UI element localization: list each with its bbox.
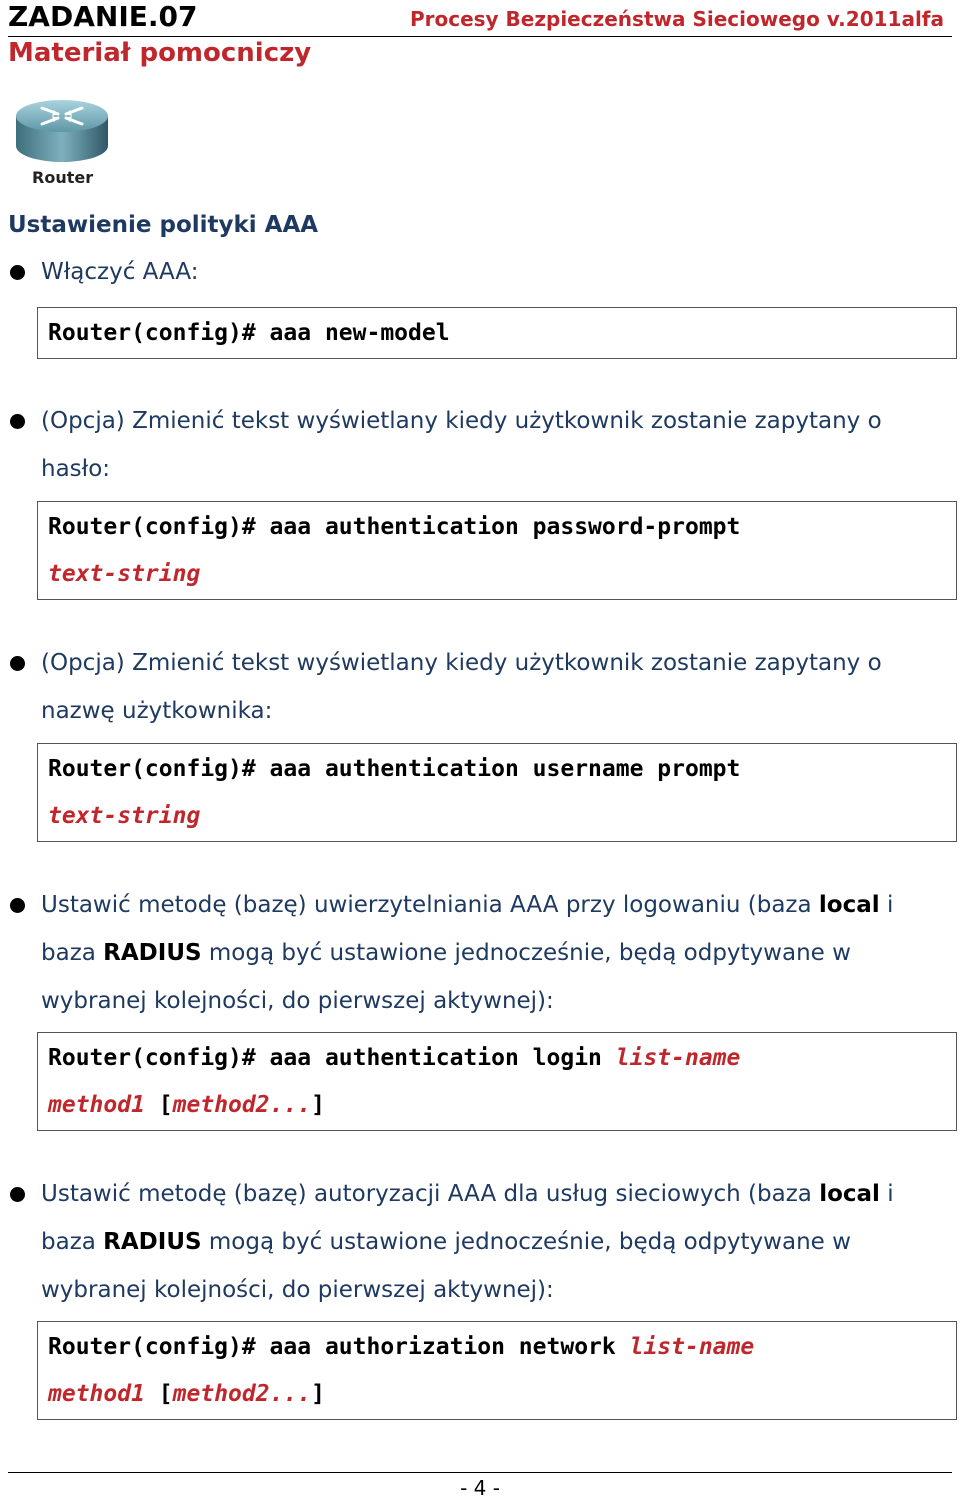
item-text bbox=[41, 1170, 952, 1314]
item-text: Włączyć AAA: bbox=[41, 259, 199, 285]
command-argument: list-name bbox=[615, 1045, 741, 1071]
item-text-line: baza RADIUS mogą być ustawione jednocześnie, będą odpytywane w bbox=[41, 1229, 851, 1255]
router-figure bbox=[14, 96, 110, 196]
page-header bbox=[8, 0, 952, 37]
item-text bbox=[41, 639, 952, 735]
bullet-icon bbox=[10, 898, 25, 913]
code-block bbox=[37, 501, 957, 600]
page-subtitle: Materiał pomocniczy bbox=[8, 38, 312, 68]
keyword-local: local bbox=[818, 892, 880, 918]
bullet-icon bbox=[10, 265, 25, 280]
router-label: Router bbox=[32, 168, 94, 187]
item-text-line: Ustawić metodę (bazę) autoryzacji AAA dla usług sieciowych (baza local i bbox=[41, 1181, 894, 1207]
item-text-line: nazwę użytkownika: bbox=[41, 698, 273, 724]
code-block bbox=[37, 743, 957, 842]
list-item bbox=[8, 639, 952, 735]
item-text-line: hasło: bbox=[41, 456, 111, 482]
course-title: Procesy Bezpieczeństwa Sieciowego v.2011alfa bbox=[409, 7, 944, 31]
command-line: method1 [method2...] bbox=[48, 1092, 325, 1118]
bullet-icon bbox=[10, 656, 25, 671]
item-text bbox=[41, 397, 952, 493]
list-item bbox=[8, 881, 952, 1025]
bullet-icon bbox=[10, 414, 25, 429]
code-block bbox=[37, 1032, 957, 1131]
item-text-line: Ustawić metodę (bazę) uwierzytelniania AAA przy logowaniu (baza local i bbox=[41, 892, 894, 918]
command-text: Router(config)# aaa authentication username prompt bbox=[48, 756, 741, 782]
list-item bbox=[8, 248, 952, 296]
router-icon bbox=[14, 96, 110, 176]
command-argument: text-string bbox=[48, 561, 201, 587]
code-block bbox=[37, 1321, 957, 1420]
command-argument: method1 bbox=[48, 1092, 145, 1118]
item-text bbox=[41, 881, 952, 1025]
assignment-title: ZADANIE.07 bbox=[8, 0, 198, 33]
list-item bbox=[8, 1170, 952, 1314]
item-text-line: wybranej kolejności, do pierwszej aktywnej): bbox=[41, 1277, 554, 1303]
item-text-line: wybranej kolejności, do pierwszej aktywnej): bbox=[41, 988, 554, 1014]
item-text-line: (Opcja) Zmienić tekst wyświetlany kiedy użytkownik zostanie zapytany o bbox=[41, 650, 882, 676]
bullet-icon bbox=[10, 1187, 25, 1202]
command-line: method1 [method2...] bbox=[48, 1381, 325, 1407]
command-argument: text-string bbox=[48, 803, 201, 829]
command-text: Router(config)# aaa new-model bbox=[48, 320, 450, 346]
keyword-local: local bbox=[819, 1181, 880, 1207]
item-text-line: baza RADIUS mogą być ustawione jednocześnie, będą odpytywane w bbox=[41, 940, 851, 966]
command-argument: method2... bbox=[172, 1381, 312, 1407]
command-argument: method1 bbox=[48, 1381, 145, 1407]
command-argument: list-name bbox=[629, 1334, 755, 1360]
command-text: Router(config)# aaa authorization network bbox=[48, 1334, 616, 1360]
page-number: - 4 - bbox=[460, 1476, 500, 1500]
code-block bbox=[37, 307, 957, 359]
command-text: Router(config)# aaa authentication login bbox=[48, 1045, 602, 1071]
command-line bbox=[48, 1035, 946, 1082]
footer-divider bbox=[8, 1472, 952, 1473]
keyword-radius: RADIUS bbox=[103, 1229, 202, 1255]
keyword-radius: RADIUS bbox=[103, 940, 202, 966]
section-title: Ustawienie polityki AAA bbox=[8, 212, 319, 238]
command-line bbox=[48, 1324, 946, 1371]
command-text: Router(config)# aaa authentication password-prompt bbox=[48, 514, 741, 540]
list-item bbox=[8, 397, 952, 493]
command-argument: method2... bbox=[172, 1092, 312, 1118]
item-text-line: (Opcja) Zmienić tekst wyświetlany kiedy użytkownik zostanie zapytany o bbox=[41, 408, 882, 434]
